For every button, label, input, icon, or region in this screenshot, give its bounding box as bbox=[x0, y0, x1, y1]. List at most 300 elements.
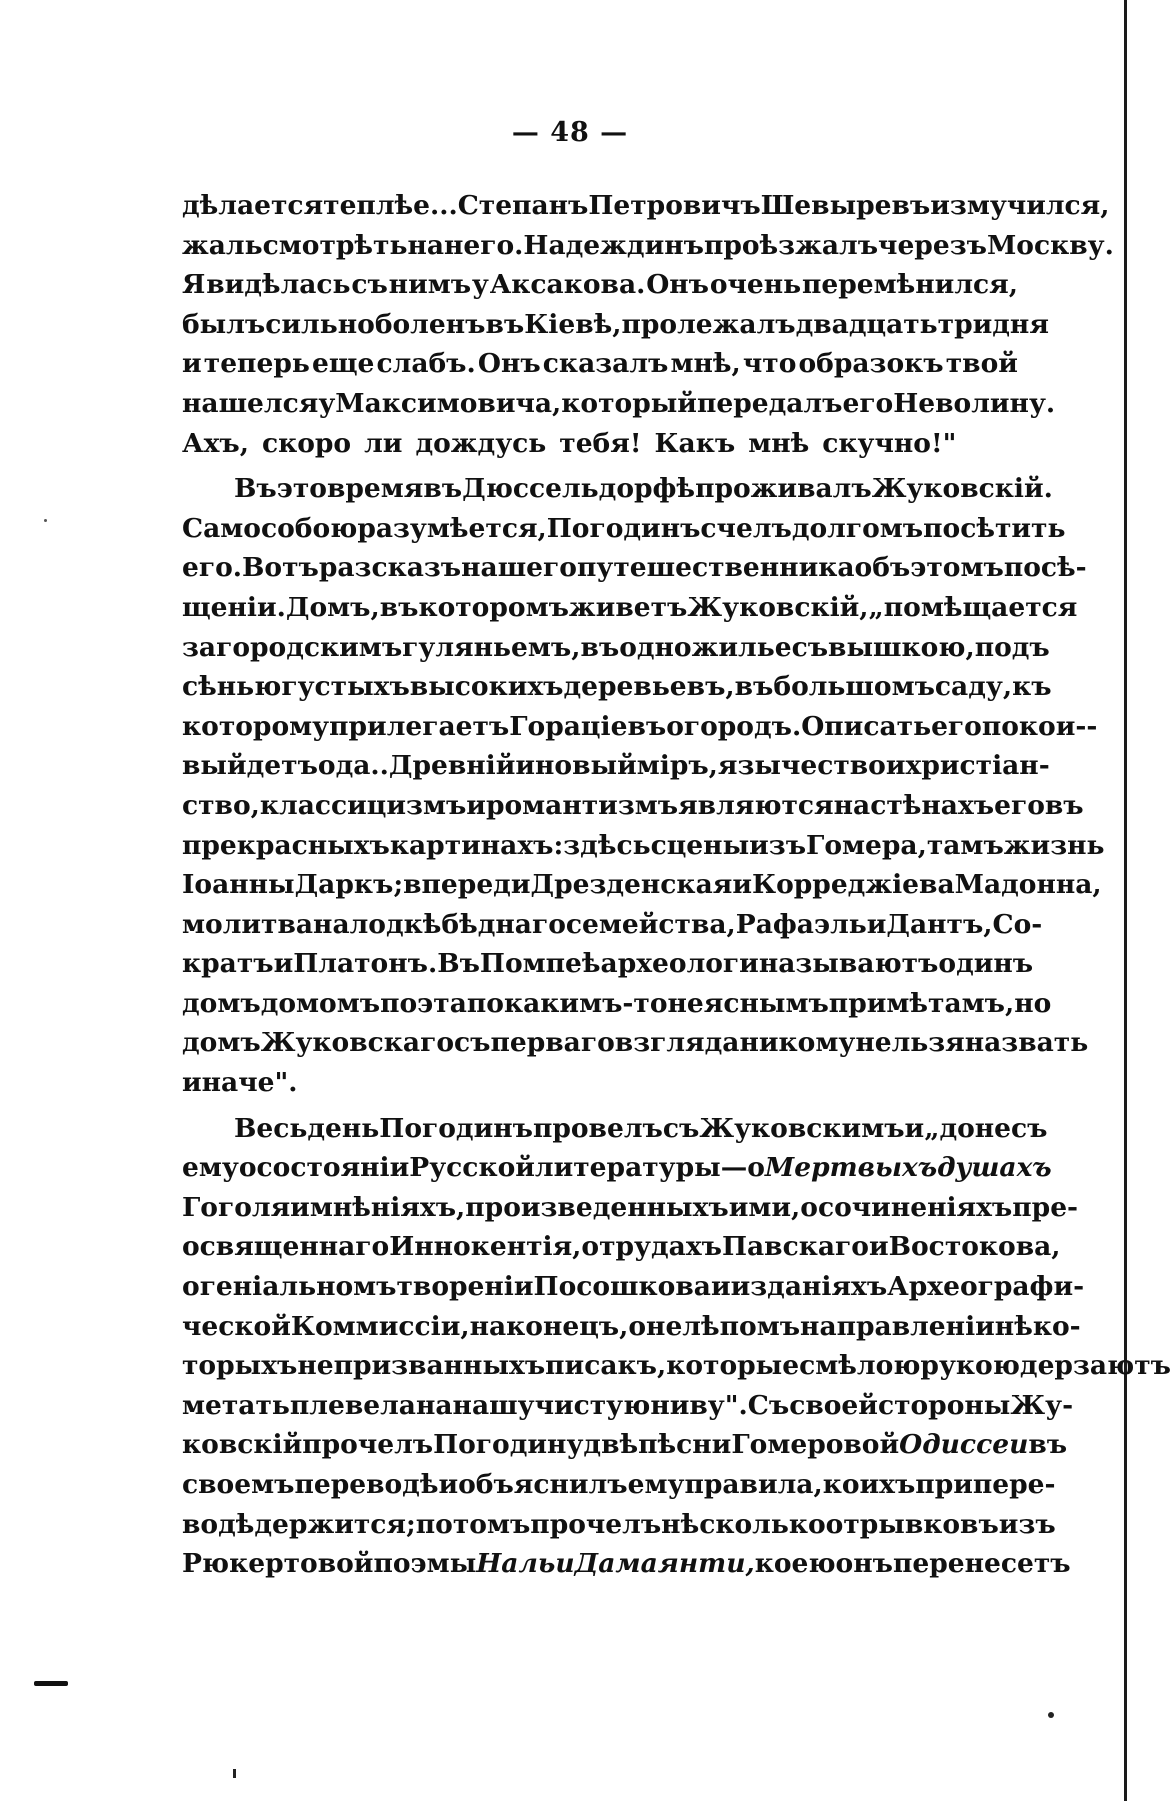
word: никому bbox=[739, 1027, 856, 1059]
text-line bbox=[182, 1307, 1081, 1347]
word: нашего bbox=[461, 552, 577, 584]
word: Надеждинъ bbox=[523, 229, 704, 261]
word: новый bbox=[535, 750, 637, 782]
word: ими, bbox=[728, 1191, 801, 1223]
word: водѣ bbox=[182, 1508, 255, 1540]
word: кратъ bbox=[182, 948, 274, 980]
word: нѣсколько bbox=[661, 1508, 826, 1540]
word: бѣднаго bbox=[441, 908, 566, 940]
word: былъ bbox=[182, 308, 266, 340]
word: смѣлою bbox=[799, 1350, 921, 1382]
word: Посошкова bbox=[533, 1271, 711, 1303]
word: жаль bbox=[182, 229, 263, 261]
word: Мадонна, bbox=[954, 869, 1102, 901]
word: перваго bbox=[490, 1027, 615, 1059]
word: съ bbox=[454, 1027, 491, 1059]
word: язычество bbox=[717, 750, 886, 782]
text-line bbox=[182, 1544, 1071, 1584]
word: Онъ bbox=[646, 269, 709, 301]
word: романтизмъ bbox=[485, 789, 679, 821]
word: душахъ bbox=[937, 1152, 1052, 1184]
word: провелъ bbox=[532, 1112, 663, 1144]
text-line bbox=[182, 1188, 1079, 1228]
word: перенесетъ bbox=[892, 1548, 1071, 1580]
word: Въ bbox=[437, 948, 480, 980]
word: живетъ bbox=[568, 591, 688, 623]
word: нашелся bbox=[182, 387, 319, 419]
word: произведенныхъ bbox=[465, 1191, 729, 1223]
word: черезъ bbox=[878, 229, 987, 261]
word: Какъ bbox=[654, 427, 736, 459]
word: измучился, bbox=[930, 190, 1110, 221]
word: деревьевъ, bbox=[563, 671, 735, 703]
word: изъ bbox=[749, 829, 807, 861]
word: съ bbox=[662, 1112, 700, 1144]
text-line bbox=[182, 548, 1087, 588]
word: изъ bbox=[998, 1508, 1056, 1540]
word: сочиненіяхъ bbox=[817, 1191, 1013, 1223]
word: иначе". bbox=[182, 1067, 298, 1099]
text-line bbox=[182, 1425, 1068, 1465]
ink-speck bbox=[1048, 1712, 1054, 1718]
margin-mark bbox=[34, 1681, 68, 1686]
word: своей bbox=[789, 1389, 878, 1421]
word: скоро bbox=[261, 427, 352, 459]
word: его bbox=[931, 710, 982, 742]
word: Платонъ. bbox=[293, 948, 438, 980]
word: вышкою, bbox=[828, 631, 975, 663]
word: проѣзжалъ bbox=[703, 229, 879, 261]
word: по bbox=[466, 987, 504, 1019]
word: рукою bbox=[920, 1350, 1020, 1382]
word: Іоанны bbox=[182, 869, 295, 901]
word: и bbox=[182, 348, 202, 380]
word: онъ bbox=[835, 1548, 893, 1580]
word: Жуковскій. bbox=[871, 473, 1053, 505]
word: счелъ bbox=[700, 512, 792, 544]
word: Въ bbox=[234, 473, 277, 505]
word: о bbox=[628, 1310, 647, 1342]
word: пролежалъ bbox=[621, 308, 796, 340]
word: слабъ. bbox=[376, 348, 476, 380]
word: Одиссеи bbox=[899, 1429, 1029, 1461]
word: называютъ bbox=[758, 948, 939, 980]
word: Максимовича, bbox=[335, 387, 562, 419]
word: Даркъ; bbox=[294, 869, 404, 901]
word: стѣнахъ bbox=[870, 789, 995, 821]
word: -- bbox=[1075, 710, 1098, 742]
word: густыхъ bbox=[281, 671, 410, 703]
word: перемѣнился, bbox=[801, 269, 1018, 301]
word: видѣлась bbox=[206, 269, 351, 301]
text-line bbox=[182, 1465, 1056, 1505]
word: ковскій bbox=[182, 1429, 303, 1461]
word: и bbox=[885, 750, 906, 782]
word: объяснилъ bbox=[458, 1469, 628, 1500]
word: ство, bbox=[182, 789, 260, 821]
word: коею bbox=[754, 1548, 836, 1580]
word: три bbox=[937, 308, 993, 340]
word: посѣтить bbox=[923, 512, 1066, 544]
word: прекрасныхъ bbox=[182, 829, 390, 861]
word: коихъ bbox=[822, 1469, 916, 1500]
word: Съ bbox=[747, 1389, 790, 1421]
word: городскимъ bbox=[216, 631, 403, 663]
word: въ bbox=[379, 591, 419, 623]
word: Помпеѣ bbox=[479, 948, 601, 980]
word: и bbox=[438, 1469, 459, 1500]
word: ниву". bbox=[650, 1389, 748, 1421]
word: нимъ bbox=[388, 269, 472, 301]
word: Я bbox=[182, 269, 206, 301]
word: о bbox=[238, 1152, 257, 1184]
word: въ bbox=[423, 473, 463, 505]
word: Корреджіева bbox=[751, 869, 955, 901]
word: ему bbox=[627, 1469, 685, 1500]
word: Гораціевъ bbox=[509, 710, 667, 742]
word: день bbox=[307, 1112, 380, 1144]
word: Весь bbox=[234, 1112, 308, 1144]
text-line bbox=[182, 424, 1018, 464]
word: стороны bbox=[877, 1389, 1011, 1421]
word: Гоголя bbox=[182, 1191, 291, 1223]
word: взгляда bbox=[614, 1027, 740, 1059]
word: прочелъ bbox=[530, 1508, 662, 1540]
word: на bbox=[415, 1389, 453, 1421]
word: въ bbox=[485, 308, 525, 340]
word: метать bbox=[182, 1389, 290, 1421]
word: передалъ bbox=[696, 387, 843, 419]
word: прочелъ bbox=[302, 1429, 434, 1461]
word: одинъ bbox=[938, 948, 1034, 980]
word: сильно bbox=[265, 308, 375, 340]
word: проживалъ bbox=[695, 473, 872, 505]
word: этомъ bbox=[910, 552, 1004, 584]
word: Описать bbox=[801, 710, 932, 742]
word: домъ bbox=[182, 1027, 261, 1059]
word: Рафаэль bbox=[735, 908, 867, 940]
word: огородъ. bbox=[666, 710, 802, 742]
word: держится; bbox=[254, 1508, 416, 1540]
word: христіан- bbox=[905, 750, 1050, 782]
word: Само bbox=[182, 512, 261, 544]
text-line bbox=[182, 344, 1018, 384]
word: классицизмъ bbox=[259, 789, 467, 821]
word: наконецъ, bbox=[469, 1310, 629, 1342]
word: объ bbox=[854, 552, 911, 584]
word: о bbox=[182, 1271, 200, 1303]
word: одно bbox=[619, 631, 692, 663]
word: Древній bbox=[388, 750, 516, 782]
word: состояніи bbox=[256, 1152, 410, 1184]
word: пре- bbox=[1012, 1191, 1079, 1223]
word: ода.. bbox=[317, 750, 389, 782]
word: высокихъ bbox=[409, 671, 564, 703]
word: его. bbox=[182, 552, 243, 584]
word: неяснымъ bbox=[667, 987, 829, 1019]
page-binding-edge bbox=[1124, 0, 1127, 1801]
word: Дантъ, bbox=[886, 908, 993, 940]
text-line bbox=[182, 707, 1098, 747]
word: что bbox=[742, 348, 797, 380]
word: Погодинъ bbox=[379, 1112, 533, 1144]
word: направленіи bbox=[800, 1310, 995, 1342]
word: на bbox=[833, 789, 871, 821]
word: который bbox=[561, 387, 697, 419]
word: время bbox=[326, 473, 424, 505]
word: Жуковскій, bbox=[687, 591, 869, 623]
word: поэмы bbox=[373, 1548, 477, 1580]
word: Петровичъ bbox=[588, 190, 761, 221]
word: него. bbox=[444, 229, 524, 261]
word: теплѣе... bbox=[323, 190, 458, 221]
word: въ bbox=[1044, 789, 1084, 821]
word: и bbox=[273, 948, 294, 980]
word: дерзаютъ bbox=[1019, 1350, 1171, 1382]
word: ческой bbox=[182, 1310, 291, 1342]
text-line bbox=[182, 746, 1050, 786]
word: это bbox=[276, 473, 327, 505]
word: Со- bbox=[992, 908, 1043, 940]
word: лодкѣ bbox=[349, 908, 442, 940]
word: Коммиссіи, bbox=[290, 1310, 470, 1342]
word: и bbox=[866, 908, 887, 940]
ink-speck bbox=[233, 1769, 236, 1778]
word: семейства, bbox=[565, 908, 736, 940]
word: нелѣпомъ bbox=[646, 1310, 801, 1342]
word: которые bbox=[666, 1350, 800, 1382]
text-line bbox=[182, 1063, 1018, 1103]
word: домомъ bbox=[260, 987, 381, 1019]
word: Востокова, bbox=[888, 1231, 1061, 1263]
word: дня bbox=[992, 308, 1049, 340]
text-line bbox=[182, 826, 1105, 866]
word: но bbox=[1014, 987, 1052, 1019]
word: археологи bbox=[600, 948, 759, 980]
word: впереди bbox=[403, 869, 531, 901]
word: ему bbox=[182, 1152, 239, 1184]
word: Кіевѣ, bbox=[524, 308, 622, 340]
word: разумѣется, bbox=[357, 512, 547, 544]
word: дождусь bbox=[415, 427, 547, 459]
word: и bbox=[710, 1271, 731, 1303]
word: Археографи- bbox=[887, 1271, 1085, 1303]
word: на bbox=[407, 229, 445, 261]
word: домъ bbox=[182, 987, 261, 1019]
word: тамъ bbox=[926, 829, 1004, 861]
text-line bbox=[182, 628, 1050, 668]
body-text bbox=[182, 186, 1171, 1584]
word: мнѣ, bbox=[670, 348, 741, 380]
word: Неволину. bbox=[893, 387, 1056, 419]
word: еще bbox=[311, 348, 375, 380]
word: очень bbox=[709, 269, 802, 301]
word: Погодинъ bbox=[546, 512, 701, 544]
word: Дюссельдорфѣ bbox=[462, 473, 696, 505]
word: изданіяхъ bbox=[730, 1271, 888, 1303]
word: Шевыревъ bbox=[760, 190, 931, 221]
word: Мертвыхъ bbox=[764, 1152, 938, 1184]
word: назвать bbox=[964, 1027, 1089, 1059]
word: большомъ bbox=[773, 671, 935, 703]
text-line bbox=[182, 1109, 1048, 1149]
word: долгомъ bbox=[791, 512, 924, 544]
text-line bbox=[182, 186, 1110, 226]
text-line bbox=[182, 265, 1018, 305]
text-line bbox=[182, 1148, 1052, 1188]
word: Аксакова. bbox=[489, 269, 646, 301]
text-line bbox=[182, 786, 1084, 826]
word: собою bbox=[260, 512, 358, 544]
word: Степанъ bbox=[457, 190, 589, 221]
word: теперь bbox=[203, 348, 310, 380]
word: Дамаянти, bbox=[574, 1548, 755, 1580]
word: разсказъ bbox=[318, 552, 462, 584]
word: выйдетъ bbox=[182, 750, 318, 782]
word: о bbox=[581, 1231, 600, 1263]
word: жилье bbox=[691, 631, 792, 663]
word: съ bbox=[351, 269, 388, 301]
text-line bbox=[182, 1227, 1061, 1267]
word: саду, bbox=[934, 671, 1013, 703]
word: у bbox=[318, 387, 336, 419]
word: переводѣ bbox=[294, 1469, 439, 1500]
word: потомъ bbox=[415, 1508, 531, 1540]
word: твой bbox=[945, 348, 1018, 380]
word: жизнь bbox=[1003, 829, 1105, 861]
word: Жуковскаго bbox=[260, 1027, 455, 1059]
word: у bbox=[471, 269, 489, 301]
word: мнѣніяхъ, bbox=[309, 1191, 466, 1223]
word: своемъ bbox=[182, 1469, 295, 1500]
word: съ bbox=[791, 631, 829, 663]
word: покои bbox=[981, 710, 1076, 742]
word: на bbox=[313, 908, 350, 940]
word: міръ, bbox=[636, 750, 718, 782]
text-line bbox=[182, 865, 1102, 905]
word: Домъ, bbox=[285, 591, 380, 623]
word: литературы—о bbox=[534, 1152, 765, 1184]
word: нашу bbox=[452, 1389, 535, 1421]
word: Павскаго bbox=[721, 1231, 869, 1263]
word: трудахъ bbox=[599, 1231, 722, 1263]
word: которомъ bbox=[418, 591, 569, 623]
word: сѣнью bbox=[182, 671, 282, 703]
text-line bbox=[182, 984, 1052, 1024]
text-line bbox=[182, 944, 1034, 984]
word: и bbox=[290, 1191, 310, 1223]
word: тебя! bbox=[559, 427, 642, 459]
word: Наль bbox=[476, 1548, 556, 1580]
word: которому bbox=[182, 710, 330, 742]
word: пере- bbox=[972, 1469, 1056, 1500]
word: при bbox=[915, 1469, 973, 1500]
word: примѣтамъ, bbox=[828, 987, 1015, 1019]
word: сцены bbox=[650, 829, 750, 861]
word: твореніи bbox=[396, 1271, 534, 1303]
word: Гомеровой bbox=[731, 1429, 900, 1461]
word: и bbox=[868, 1231, 889, 1263]
word: Рюкертовой bbox=[182, 1548, 374, 1580]
word: путешественника bbox=[576, 552, 855, 584]
word: какимъ-то bbox=[503, 987, 668, 1019]
word: Ахъ, bbox=[182, 427, 249, 459]
word: и bbox=[466, 789, 486, 821]
word: чистую bbox=[534, 1389, 651, 1421]
word: отрывковъ bbox=[825, 1508, 999, 1540]
word: и bbox=[515, 750, 536, 782]
word: его bbox=[842, 387, 894, 419]
word: писакъ, bbox=[545, 1350, 667, 1382]
word: правила, bbox=[684, 1469, 823, 1500]
word: дѣлается bbox=[182, 190, 324, 221]
word: гуляньемъ, bbox=[402, 631, 581, 663]
text-line bbox=[182, 667, 1052, 707]
word: здѣсь bbox=[563, 829, 651, 861]
word: посѣ- bbox=[1003, 552, 1087, 584]
word: о bbox=[800, 1191, 818, 1223]
word: и bbox=[732, 869, 752, 901]
word: въ bbox=[580, 631, 620, 663]
word: въ bbox=[1028, 1429, 1068, 1461]
word: являются bbox=[678, 789, 834, 821]
word: къ bbox=[1012, 671, 1052, 703]
word: непризванныхъ bbox=[297, 1350, 546, 1382]
word: Иннокентія, bbox=[389, 1231, 582, 1263]
word: образокъ bbox=[798, 348, 944, 380]
word: прилегаетъ bbox=[329, 710, 510, 742]
word: нѣко- bbox=[994, 1310, 1081, 1342]
text-line bbox=[182, 588, 1078, 628]
text-line bbox=[182, 905, 1043, 945]
text-line bbox=[182, 1346, 1171, 1386]
word: освященнаго bbox=[182, 1231, 390, 1263]
word: поэта bbox=[380, 987, 467, 1019]
word: плевела bbox=[289, 1389, 416, 1421]
word: ли bbox=[364, 427, 403, 459]
text-line bbox=[182, 469, 1053, 509]
word: за bbox=[182, 631, 217, 663]
text-line bbox=[182, 226, 1114, 266]
word: щеніи. bbox=[182, 591, 286, 623]
word: картинахъ: bbox=[389, 829, 564, 861]
word: и bbox=[904, 1112, 925, 1144]
word: подъ bbox=[974, 631, 1050, 663]
word: его bbox=[994, 789, 1045, 821]
text-line bbox=[182, 1023, 1089, 1063]
word: и bbox=[555, 1548, 575, 1580]
word: „помѣщается bbox=[868, 591, 1078, 623]
text-line bbox=[182, 384, 1056, 424]
word: Погодину bbox=[433, 1429, 584, 1461]
word: въ bbox=[734, 671, 774, 703]
word: Онъ bbox=[477, 348, 541, 380]
word: торыхъ bbox=[182, 1350, 298, 1382]
text-line bbox=[182, 1386, 1074, 1426]
word: геніальномъ bbox=[199, 1271, 397, 1303]
word: пѣсни bbox=[638, 1429, 732, 1461]
word: сказалъ bbox=[542, 348, 669, 380]
word: скучно!" bbox=[822, 427, 957, 459]
word: Вотъ bbox=[242, 552, 319, 584]
word: Гомера, bbox=[806, 829, 927, 861]
word: двѣ bbox=[583, 1429, 639, 1461]
text-line bbox=[182, 305, 1049, 345]
word: боленъ bbox=[374, 308, 486, 340]
word: мнѣ bbox=[748, 427, 810, 459]
word: смотрѣть bbox=[262, 229, 408, 261]
word: Дрезденская bbox=[530, 869, 733, 901]
